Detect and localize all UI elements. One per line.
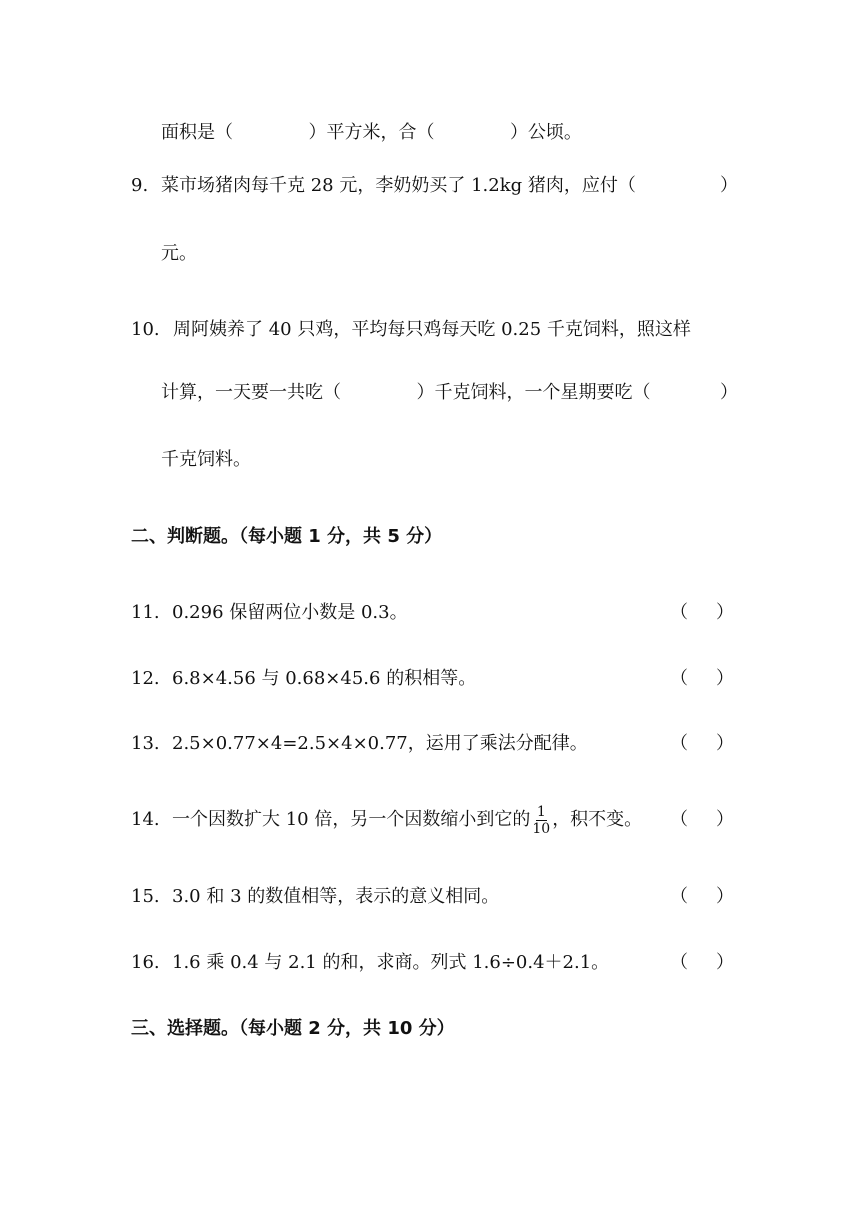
q13-text: 2.5×0.77×4=2.5×4×0.77，运用了乘法分配律。 (172, 733, 588, 754)
paren-close: ） (716, 602, 734, 623)
q11-number: 11. (131, 602, 160, 623)
q12-number: 12. (131, 668, 160, 689)
q8-continuation (161, 121, 582, 145)
q14-text (172, 800, 642, 840)
q16-answer-box[interactable] (670, 951, 734, 975)
q10-line3: 千克饲料。 (161, 449, 251, 470)
paren-close: ） (716, 809, 734, 830)
q14-text-after: ，积不变。 (552, 809, 643, 830)
q15-answer-box[interactable] (670, 885, 734, 909)
paren-open: （ (670, 952, 688, 973)
q11-answer-box[interactable] (670, 601, 734, 625)
q10-blank-2[interactable] (661, 381, 715, 405)
q14-answer-box[interactable] (670, 808, 734, 832)
q10-line2 (161, 381, 650, 405)
q8-text-a: 面积是（ (161, 122, 233, 143)
q10-line1: 周阿姨养了 40 只鸡，平均每只鸡每天吃 0.25 千克饲料，照这样 (173, 319, 691, 340)
paren-close: ） (716, 733, 734, 754)
q13-answer-box[interactable] (670, 732, 734, 756)
section3-heading: 三、选择题。（每小题 2 分，共 10 分） (131, 1018, 455, 1039)
q9-text: 菜市场猪肉每千克 28 元，李奶奶买了 1.2kg 猪肉，应付（ (161, 175, 636, 196)
q14-text-before: 一个因数扩大 10 倍，另一个因数缩小到它的 (172, 809, 531, 830)
paren-open: （ (670, 602, 688, 623)
q8-text-b: ）平方米，合（ (308, 122, 435, 143)
q15-number: 15. (131, 886, 160, 907)
section2-heading: 二、判断题。（每小题 1 分，共 5 分） (131, 526, 443, 547)
fraction-denominator: 10 (532, 820, 551, 837)
q14-number: 14. (131, 809, 160, 830)
paren-open: （ (670, 886, 688, 907)
paren-close: ） (716, 952, 734, 973)
q10-text-b: ）千克饲料，一个星期要吃（ (416, 382, 651, 403)
q16-number: 16. (131, 952, 160, 973)
q12-answer-box[interactable] (670, 667, 734, 691)
fraction-one-tenth (532, 804, 550, 837)
paren-close: ） (716, 886, 734, 907)
paren-open: （ (670, 809, 688, 830)
paren-open: （ (670, 733, 688, 754)
q10-number: 10. (131, 319, 160, 340)
q10-close-paren: ） (720, 382, 738, 403)
q15-text: 3.0 和 3 的数值相等，表示的意义相同。 (172, 886, 500, 907)
q9-close-paren: ） (720, 175, 738, 196)
q9-unit: 元。 (161, 243, 197, 264)
q8-text-c: ）公顷。 (509, 122, 582, 143)
q13-number: 13. (131, 733, 160, 754)
q9-blank[interactable] (661, 174, 725, 198)
q11-text: 0.296 保留两位小数是 0.3。 (172, 602, 408, 623)
paren-open: （ (670, 668, 688, 689)
paren-close: ） (716, 668, 734, 689)
q9-number: 9. (131, 175, 149, 196)
q10-text-a: 计算，一天要一共吃（ (161, 382, 341, 403)
fraction-numerator: 1 (536, 803, 546, 820)
q16-text: 1.6 乘 0.4 与 2.1 的和，求商。列式 1.6÷0.4＋2.1。 (172, 952, 610, 973)
q12-text: 6.8×4.56 与 0.68×45.6 的积相等。 (172, 668, 477, 689)
